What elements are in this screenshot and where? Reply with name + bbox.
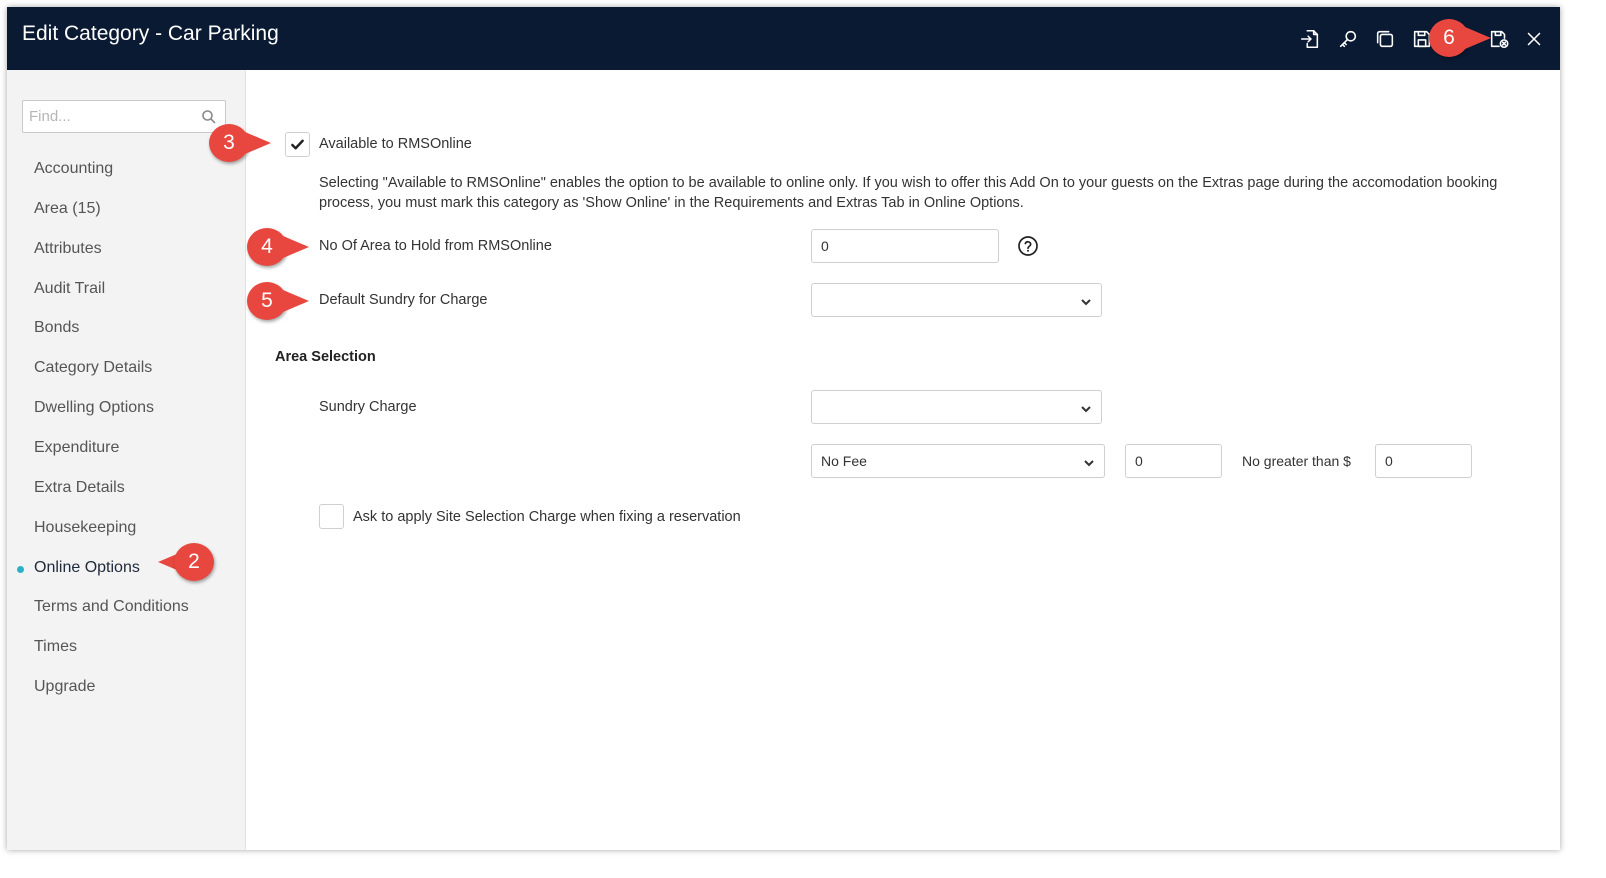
callout-pointer <box>245 132 271 154</box>
callout-6 <box>1429 19 1499 57</box>
callout-3 <box>209 124 279 162</box>
copy-icon[interactable] <box>1372 26 1398 52</box>
default-sundry-label: Default Sundry for Charge <box>319 292 488 308</box>
search-input[interactable] <box>23 101 198 132</box>
hold-area-input[interactable]: 0 <box>811 229 999 263</box>
sundry-charge-label: Sundry Charge <box>319 399 417 415</box>
sidebar-item-extra-details[interactable]: Extra Details <box>34 479 125 496</box>
search-icon[interactable] <box>201 109 217 125</box>
title-bar <box>7 7 1560 70</box>
sidebar-item-audit-trail[interactable]: Audit Trail <box>34 280 106 297</box>
find-box <box>22 100 226 133</box>
callout-badge: 5 <box>247 282 287 320</box>
callout-badge: 6 <box>1429 19 1469 57</box>
callout-badge: 4 <box>247 228 287 266</box>
chevron-down-icon <box>1083 456 1095 468</box>
sidebar-item-dwelling-options[interactable]: Dwelling Options <box>34 399 155 416</box>
callout-2 <box>158 543 228 581</box>
edit-category-window <box>7 7 1560 850</box>
help-icon[interactable] <box>1017 235 1039 257</box>
ask-apply-checkbox[interactable] <box>319 504 344 529</box>
max-amount-input[interactable]: 0 <box>1375 444 1472 478</box>
available-online-description: Selecting "Available to RMSOnline" enables the option to be available to online only. If you wish to offer this Add On to your guests on the Extras page during the accomodation booking process, you must mark this category as 'Show Online' in the Requirements and Extras Tab in Online Options. <box>319 175 1498 211</box>
key-icon[interactable] <box>1335 26 1361 52</box>
sidebar-item-expenditure[interactable]: Expenditure <box>34 439 120 456</box>
fee-type-select[interactable] <box>811 444 1105 478</box>
callout-4 <box>247 228 317 266</box>
callout-badge: 3 <box>209 124 249 162</box>
sidebar-item-online-options[interactable]: Online Options <box>34 559 140 576</box>
available-online-checkbox[interactable] <box>285 132 310 157</box>
sidebar-item-bonds[interactable]: Bonds <box>34 319 80 336</box>
sidebar <box>7 70 246 850</box>
callout-badge: 2 <box>174 543 214 581</box>
window-title: Edit Category - Car Parking <box>22 22 279 45</box>
sidebar-item-attributes[interactable]: Attributes <box>34 240 102 257</box>
export-icon[interactable] <box>1297 26 1323 52</box>
callout-pointer <box>283 290 309 312</box>
callout-5 <box>247 282 317 320</box>
available-online-label: Available to RMSOnline <box>319 136 472 152</box>
sidebar-item-accounting[interactable]: Accounting <box>34 160 114 177</box>
sidebar-item-area[interactable]: Area (15) <box>34 200 101 217</box>
close-icon[interactable] <box>1521 26 1547 52</box>
chevron-down-icon <box>1080 295 1092 307</box>
sidebar-item-upgrade[interactable]: Upgrade <box>34 678 96 695</box>
sidebar-item-category-details[interactable]: Category Details <box>34 359 153 376</box>
default-sundry-select[interactable] <box>811 283 1102 317</box>
chevron-down-icon <box>1080 402 1092 414</box>
sundry-charge-select[interactable] <box>811 390 1102 424</box>
hold-area-label: No Of Area to Hold from RMSOnline <box>319 238 552 254</box>
sidebar-item-housekeeping[interactable]: Housekeeping <box>34 519 137 536</box>
active-indicator <box>17 566 24 573</box>
sidebar-item-terms-and-conditions[interactable]: Terms and Conditions <box>34 598 189 615</box>
online-options-panel <box>247 70 1560 850</box>
sidebar-item-times[interactable]: Times <box>34 638 77 655</box>
callout-pointer <box>283 236 309 258</box>
callout-pointer <box>1465 27 1491 49</box>
fee-amount-input[interactable]: 0 <box>1125 444 1222 478</box>
area-selection-heading: Area Selection <box>275 349 376 365</box>
ask-apply-label: Ask to apply Site Selection Charge when fixing a reservation <box>353 509 741 525</box>
max-amount-label: No greater than $ <box>1242 453 1351 469</box>
fee-type-value: No Fee <box>821 453 867 469</box>
